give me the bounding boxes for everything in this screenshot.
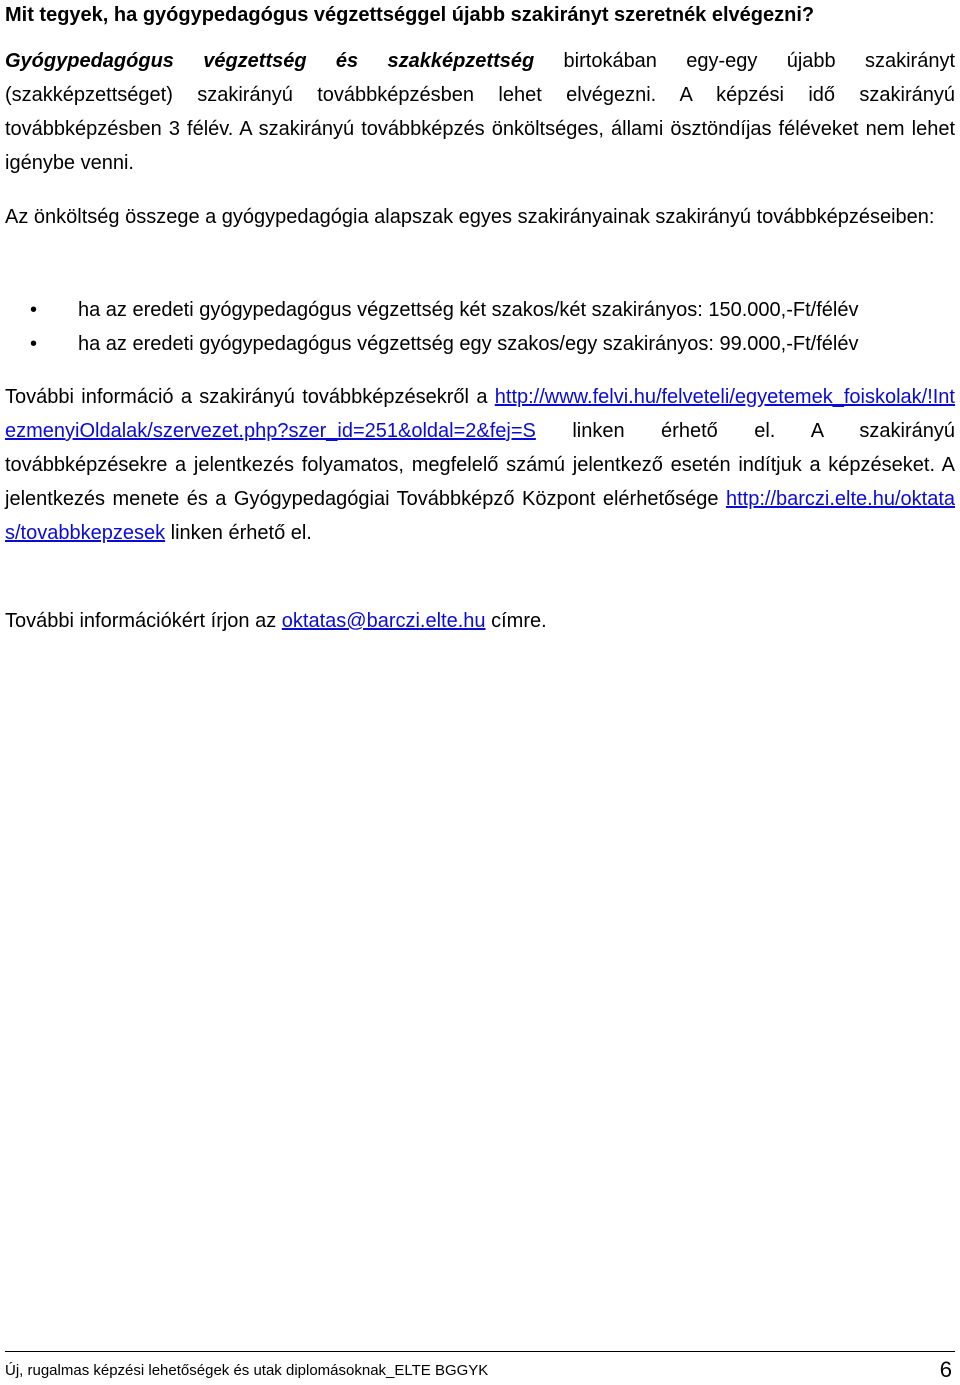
footer-text: Új, rugalmas képzési lehetőségek és utak diplomásoknak_ELTE BGGYK [5,1361,489,1379]
paragraph-text: birtokában egy-egy újabb szakirányt (szakképzettséget) szakirányú továbbképzésben lehet elvégezni. A képzési idő szakirányú továbbképzésben 3 félév. A szakirányú továbbképzés önköltséges, állami ösztöndíjas féléveket nem lehet igénybe venni. [5,50,955,174]
felvi-link[interactable]: http://www.felvi.hu/felveteli/egyetemek_foiskolak/!IntezmenyiOldalak/szervezet.php?szer_id=251&oldal=2&fej=S [5,386,955,442]
list-item-text: ha az eredeti gyógypedagógus végzettség egy szakos/egy szakirányos: 99.000,-Ft/félév [78,333,859,355]
bullet-icon: • [30,333,38,355]
paragraph-text: További információ a szakirányú továbbképzésekről a [5,386,495,408]
paragraph-intro [5,44,955,180]
page-heading: Mit tegyek, ha gyógypedagógus végzettséggel újabb szakirányt szeretnék elvégezni? [5,4,815,26]
list-item-text: ha az eredeti gyógypedagógus végzettség két szakos/két szakirányos: 150.000,-Ft/félév [78,299,859,321]
footer-divider [5,1351,955,1352]
list-item [5,293,955,327]
paragraph-text: linken érhető el. A szakirányú továbbképzésekre a jelentkezés folyamatos, megfelelő számú jelentkező esetén indítjuk a képzéseket. A jelentkezés menete és a Gyógypedagógiai Továbbképző Központ elérhetősége [5,420,955,510]
email-link[interactable]: oktatas@barczi.elte.hu [281,610,486,632]
paragraph-contact [5,604,955,638]
paragraph-info [5,380,955,550]
paragraph-text: címre. [485,610,547,632]
list-item [5,327,955,361]
paragraph-text: További információkért írjon az [5,610,282,632]
paragraph-text: linken érhető el. [165,522,312,544]
fee-list [5,293,955,361]
barczi-link[interactable]: http://barczi.elte.hu/oktatas/tovabbkepzesek [5,488,955,544]
paragraph-fees: Az önköltség összege a gyógypedagógia alapszak egyes szakirányainak szakirányú továbbképzéseiben: [5,206,935,228]
page-number: 6 [939,1357,952,1382]
emphasis-text: Gyógypedagógus végzettség és szakképzettség [5,50,535,72]
page-footer [5,1355,952,1385]
bullet-icon: • [30,299,38,321]
